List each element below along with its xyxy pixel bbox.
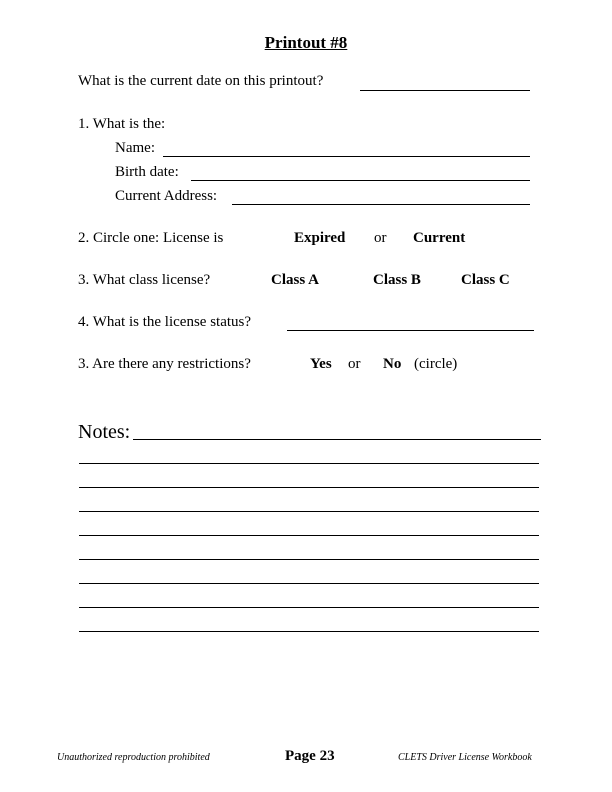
notes-line[interactable] — [79, 487, 539, 488]
question-3-label: 3. What class license? — [78, 272, 211, 288]
option-no[interactable]: No — [383, 356, 402, 372]
birth-date-answer-line[interactable] — [191, 180, 530, 181]
page-number: Page 23 — [285, 748, 335, 764]
date-question-label: What is the current date on this printout? — [78, 73, 324, 89]
option-expired[interactable]: Expired — [294, 230, 346, 246]
license-status-answer-line[interactable] — [287, 330, 534, 331]
name-answer-line[interactable] — [163, 156, 530, 157]
notes-line[interactable] — [79, 535, 539, 536]
or-text: or — [348, 356, 361, 372]
notes-line[interactable] — [79, 511, 539, 512]
name-label: Name: — [115, 140, 155, 156]
footer-workbook-title: CLETS Driver License Workbook — [398, 752, 532, 763]
question-5-label: 3. Are there any restrictions? — [78, 356, 251, 372]
date-answer-line[interactable] — [360, 90, 530, 91]
option-yes[interactable]: Yes — [310, 356, 332, 372]
notes-line[interactable] — [79, 583, 539, 584]
notes-line[interactable] — [79, 607, 539, 608]
page-title: Printout #8 — [264, 33, 348, 52]
notes-line[interactable] — [79, 631, 539, 632]
footer-copyright: Unauthorized reproduction prohibited — [57, 752, 210, 763]
circle-instruction: (circle) — [414, 356, 458, 372]
question-4-label: 4. What is the license status? — [78, 314, 252, 330]
notes-line[interactable] — [79, 463, 539, 464]
current-address-label: Current Address: — [115, 188, 218, 204]
birth-date-label: Birth date: — [115, 164, 179, 180]
option-class-a[interactable]: Class A — [271, 272, 319, 288]
notes-line[interactable] — [79, 559, 539, 560]
question-2-label: 2. Circle one: License is — [78, 230, 224, 246]
or-text: or — [374, 230, 387, 246]
question-1-label: 1. What is the: — [78, 116, 166, 132]
option-current[interactable]: Current — [413, 230, 466, 246]
option-class-c[interactable]: Class C — [461, 272, 510, 288]
current-address-answer-line[interactable] — [232, 204, 530, 205]
notes-label: Notes: — [78, 421, 131, 443]
option-class-b[interactable]: Class B — [373, 272, 421, 288]
notes-line[interactable] — [133, 439, 541, 440]
